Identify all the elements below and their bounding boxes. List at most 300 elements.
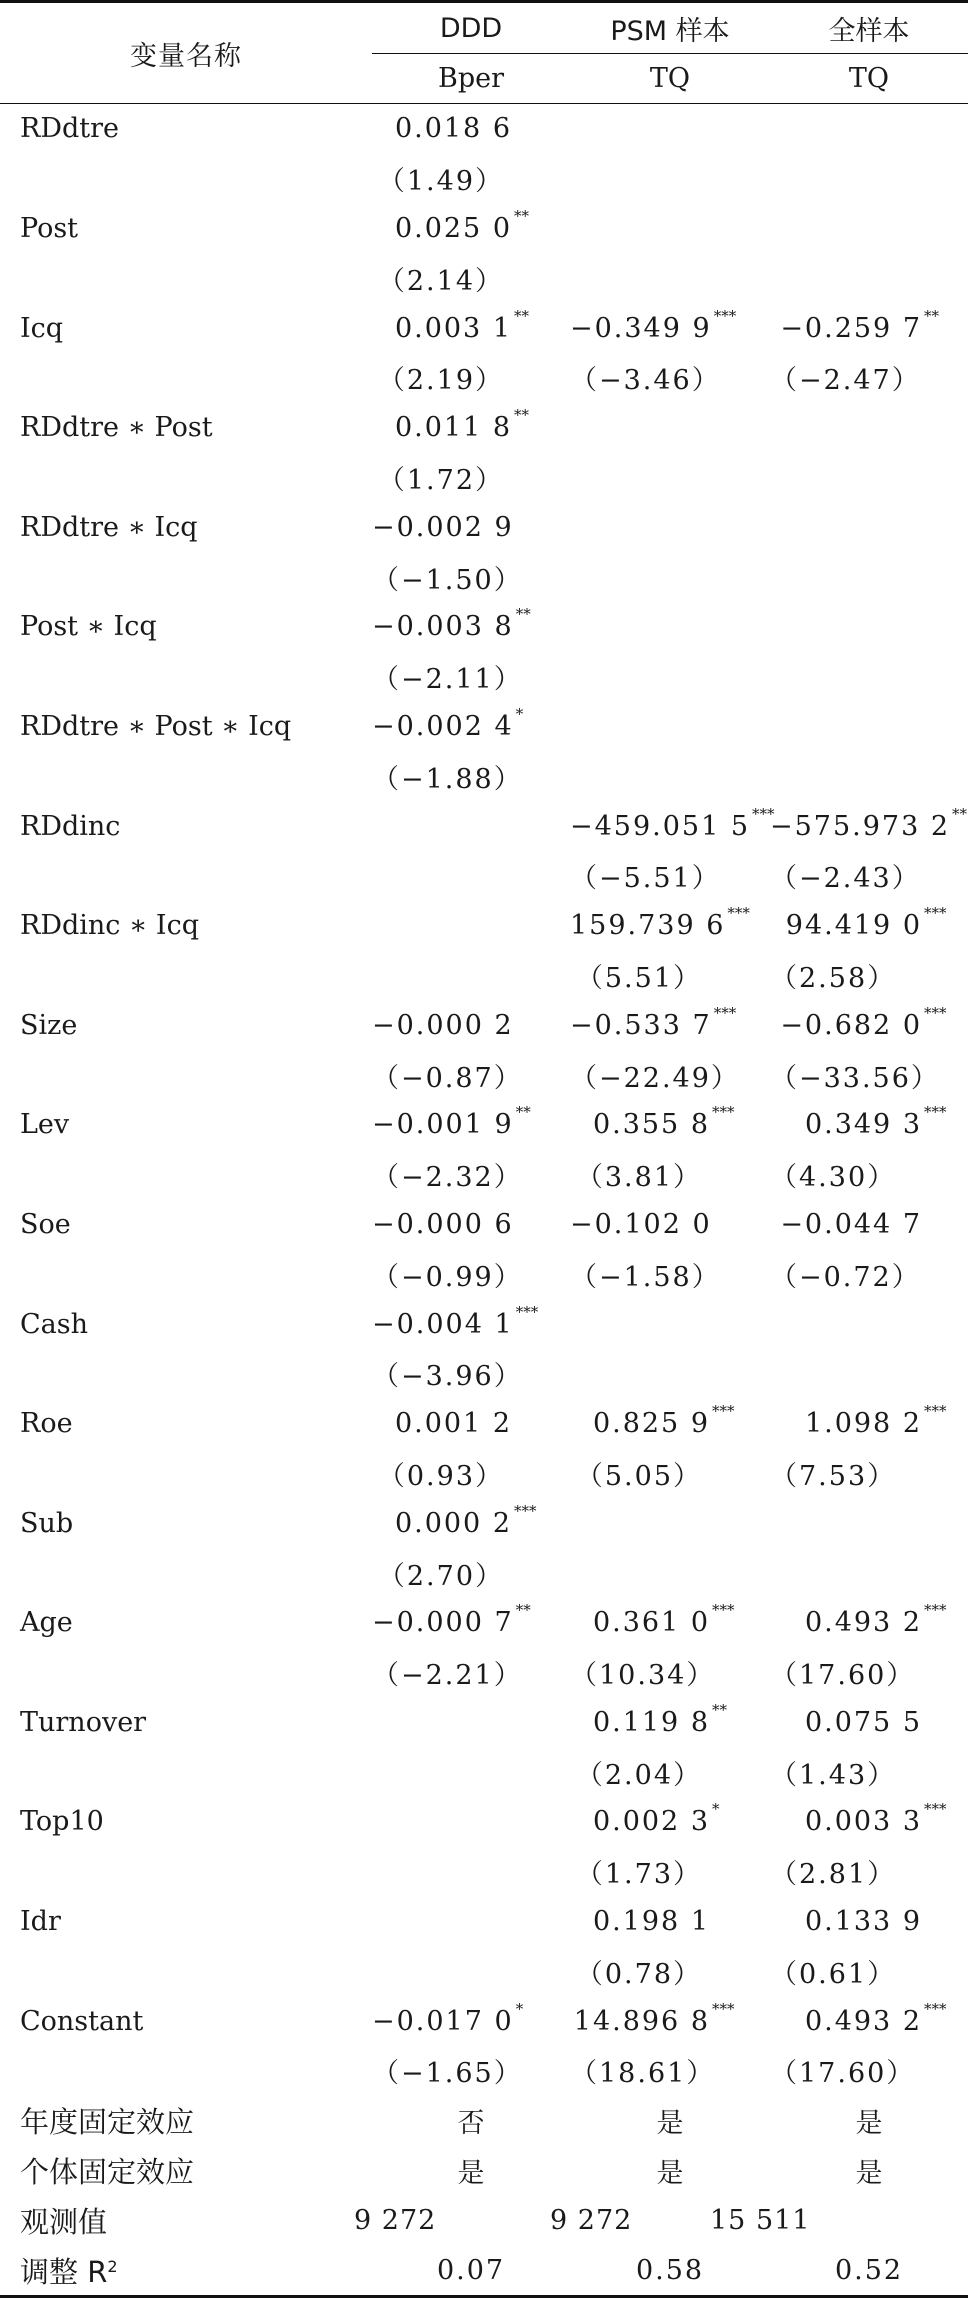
table-row xyxy=(0,502,968,552)
table-row-tstat xyxy=(0,2046,968,2096)
t-statistic: （5.05） xyxy=(575,1460,702,1492)
coefficient-cell xyxy=(372,801,570,851)
t-statistic: （−3.46） xyxy=(570,365,721,397)
variable-label: RDdtre ∗ Post xyxy=(20,412,213,444)
table-body xyxy=(0,104,968,2297)
t-statistic: （5.51） xyxy=(575,962,702,994)
coefficient-cell xyxy=(570,602,770,652)
t-statistic: （1.72） xyxy=(377,464,504,496)
t-statistic xyxy=(570,1349,770,1399)
coefficient-value: −459.051 5 xyxy=(570,810,751,842)
coefficient-cell xyxy=(570,1498,770,1548)
coefficient-cell xyxy=(372,702,570,752)
significance-stars: ** xyxy=(924,306,939,325)
variable-label: RDdinc ∗ Icq xyxy=(20,910,199,942)
coefficient-cell xyxy=(372,1996,570,2046)
variable-label: Idr xyxy=(20,1906,61,1938)
group-header-psm: PSM 样本 xyxy=(570,2,770,54)
t-statistic: （1.73） xyxy=(575,1859,702,1891)
t-statistic: （2.14） xyxy=(377,265,504,297)
t-statistic: （−1.65） xyxy=(372,2058,523,2090)
coefficient-cell xyxy=(770,901,968,951)
empty-cell xyxy=(0,1847,372,1897)
significance-stars: ** xyxy=(515,1601,531,1620)
table-row xyxy=(0,1897,968,1947)
coefficient-value: 14.896 8 xyxy=(573,2005,710,2037)
table-row xyxy=(0,1000,968,1050)
t-statistic xyxy=(570,453,770,503)
t-statistic: （2.70） xyxy=(377,1560,504,1592)
significance-stars: ** xyxy=(712,1700,727,1719)
table-row-tstat xyxy=(0,1449,968,1499)
observations-row xyxy=(0,2195,968,2245)
table-row xyxy=(0,1598,968,1648)
table-row xyxy=(0,1200,968,1250)
significance-stars: *** xyxy=(727,904,750,923)
coefficient-cell xyxy=(372,1200,570,1250)
coefficient-cell xyxy=(570,1897,770,1947)
coefficient-cell xyxy=(570,801,775,851)
observations-value: 9 272 xyxy=(354,2204,437,2236)
t-statistic xyxy=(770,154,968,204)
t-statistic: （−3.96） xyxy=(372,1361,523,1393)
group-header-ddd: DDD xyxy=(372,2,570,54)
empty-cell xyxy=(0,1249,372,1299)
t-statistic: （4.30） xyxy=(770,1162,897,1194)
t-statistic xyxy=(770,652,968,702)
variable-label: Cash xyxy=(20,1308,89,1340)
significance-stars: * xyxy=(712,1800,720,1819)
significance-stars: ** xyxy=(515,1103,531,1122)
table-row xyxy=(0,801,968,851)
coefficient-value: −0.002 9 xyxy=(372,511,514,543)
table-row-tstat xyxy=(0,1747,968,1797)
table-row xyxy=(0,204,968,254)
coefficient-cell xyxy=(770,204,968,254)
table-row-tstat xyxy=(0,1847,968,1897)
fixed-effect-value: 是 xyxy=(457,2158,485,2190)
coefficient-cell xyxy=(372,204,570,254)
coefficient-cell xyxy=(770,303,968,353)
t-statistic: （−2.47） xyxy=(770,365,921,397)
coefficient-cell xyxy=(372,1897,570,1947)
significance-stars: *** xyxy=(712,1601,735,1620)
fixed-effect-value: 是 xyxy=(656,2108,684,2140)
dep-var-header-1: Bper xyxy=(372,54,570,104)
t-statistic xyxy=(570,552,770,602)
t-statistic: （−5.51） xyxy=(570,863,721,895)
variable-label: Sub xyxy=(20,1507,74,1539)
significance-stars: ** xyxy=(515,605,531,624)
table-row-tstat xyxy=(0,1946,968,1996)
table-row-tstat xyxy=(0,1150,968,1200)
coefficient-cell xyxy=(770,1299,968,1349)
coefficient-value: −0.259 7 xyxy=(780,312,922,344)
coefficient-value: −0.682 0 xyxy=(780,1009,922,1041)
significance-stars: ** xyxy=(952,804,968,823)
table-row xyxy=(0,1299,968,1349)
coefficient-value: −575.973 2 xyxy=(770,810,951,842)
fixed-effect-value: 是 xyxy=(656,2158,684,2190)
coefficient-cell xyxy=(770,1498,968,1548)
variable-label: Post xyxy=(20,212,79,244)
table-row xyxy=(0,1698,968,1748)
coefficient-cell xyxy=(570,1996,770,2046)
adj-r2-value: 0.58 xyxy=(635,2254,705,2286)
variable-label: Post ∗ Icq xyxy=(20,611,157,643)
coefficient-value: 0.119 8 xyxy=(592,1706,710,1738)
coefficient-cell xyxy=(372,502,570,552)
t-statistic xyxy=(570,154,770,204)
t-statistic xyxy=(372,1946,570,1996)
coefficient-cell xyxy=(570,1299,770,1349)
significance-stars: *** xyxy=(713,1003,737,1022)
coefficient-value: 1.098 2 xyxy=(804,1408,922,1440)
t-statistic: （18.61） xyxy=(570,2058,716,2090)
adj-r2-value: 0.07 xyxy=(436,2254,506,2286)
coefficient-cell xyxy=(372,303,570,353)
adj-r2-value: 0.52 xyxy=(834,2254,904,2286)
coefficient-value: −0.001 9 xyxy=(372,1109,514,1141)
significance-stars: *** xyxy=(924,1601,947,1620)
table-row-tstat xyxy=(0,1548,968,1598)
coefficient-cell xyxy=(372,403,570,453)
t-statistic: （−0.99） xyxy=(372,1261,523,1293)
t-statistic xyxy=(372,1747,570,1797)
coefficient-cell xyxy=(372,1797,570,1847)
coefficient-cell xyxy=(770,1897,968,1947)
significance-stars: *** xyxy=(924,1003,947,1022)
coefficient-value: 0.493 2 xyxy=(804,1607,922,1639)
table-row-tstat xyxy=(0,652,968,702)
table-row-tstat xyxy=(0,353,968,403)
t-statistic: （2.19） xyxy=(377,365,504,397)
table-row-tstat xyxy=(0,851,968,901)
coefficient-value: −0.533 7 xyxy=(570,1009,712,1041)
significance-stars: *** xyxy=(712,1103,735,1122)
t-statistic: （7.53） xyxy=(770,1460,897,1492)
coefficient-cell xyxy=(570,1200,770,1250)
empty-cell xyxy=(0,751,372,801)
coefficient-value: −0.000 6 xyxy=(372,1208,514,1240)
coefficient-cell xyxy=(770,1000,968,1050)
fixed-effect-label: 年度固定效应 xyxy=(20,2105,195,2140)
coefficient-value: 0.825 9 xyxy=(592,1408,710,1440)
significance-stars: *** xyxy=(924,1103,947,1122)
table-row xyxy=(0,1100,968,1150)
table-row xyxy=(0,1399,968,1449)
table-row xyxy=(0,1797,968,1847)
coefficient-value: −0.003 8 xyxy=(372,611,514,643)
t-statistic: （−1.88） xyxy=(372,763,523,795)
t-statistic xyxy=(372,851,570,901)
coefficient-cell xyxy=(372,104,570,154)
variable-label: Soe xyxy=(20,1208,71,1240)
variable-label: RDdtre ∗ Post ∗ Icq xyxy=(20,710,292,742)
significance-stars: *** xyxy=(924,904,947,923)
t-statistic xyxy=(570,652,770,702)
fixed-effect-value: 是 xyxy=(855,2108,883,2140)
table-row-tstat xyxy=(0,1249,968,1299)
t-statistic xyxy=(570,751,770,801)
coefficient-value: 0.003 3 xyxy=(804,1806,922,1838)
variable-label: Turnover xyxy=(20,1706,147,1738)
coefficient-value: −0.004 1 xyxy=(372,1308,514,1340)
t-statistic: （17.60） xyxy=(770,1660,916,1692)
coefficient-value: −0.102 0 xyxy=(570,1208,712,1240)
coefficient-cell xyxy=(570,204,770,254)
empty-cell xyxy=(0,1449,372,1499)
t-statistic: （0.78） xyxy=(575,1958,702,1990)
significance-stars: *** xyxy=(515,1302,539,1321)
coefficient-cell xyxy=(372,1399,570,1449)
empty-cell xyxy=(0,2046,372,2096)
coefficient-value: 0.355 8 xyxy=(592,1109,710,1141)
t-statistic xyxy=(770,453,968,503)
coefficient-cell xyxy=(570,1797,770,1847)
t-statistic: （2.04） xyxy=(575,1759,702,1791)
t-statistic: （2.81） xyxy=(770,1859,897,1891)
t-statistic: （0.61） xyxy=(770,1958,897,1990)
table-row-tstat xyxy=(0,951,968,1001)
t-statistic: （−2.43） xyxy=(770,863,921,895)
adj-r2-text: 调整 R xyxy=(20,2254,108,2289)
significance-stars: *** xyxy=(924,1800,947,1819)
empty-cell xyxy=(0,453,372,503)
empty-cell xyxy=(0,1349,372,1399)
coefficient-cell xyxy=(570,403,770,453)
empty-cell xyxy=(0,1747,372,1797)
coefficient-cell xyxy=(770,702,968,752)
dep-var-header-3: TQ xyxy=(770,54,968,104)
empty-cell xyxy=(0,353,372,403)
observations-value: 15 511 xyxy=(710,2204,811,2236)
coefficient-cell xyxy=(372,602,570,652)
table-row-tstat xyxy=(0,751,968,801)
coefficient-value: 0.198 1 xyxy=(592,1906,710,1938)
coefficient-value: −0.000 7 xyxy=(372,1607,514,1639)
coefficient-cell xyxy=(570,502,770,552)
coefficient-cell xyxy=(570,303,770,353)
significance-stars: *** xyxy=(924,1999,947,2018)
t-statistic: （17.60） xyxy=(770,2058,916,2090)
table-row-tstat xyxy=(0,453,968,503)
t-statistic xyxy=(570,1548,770,1598)
t-statistic: （−2.11） xyxy=(372,664,523,696)
empty-cell xyxy=(0,951,372,1001)
empty-cell xyxy=(0,1150,372,1200)
group-header-full: 全样本 xyxy=(770,2,968,54)
coefficient-cell xyxy=(770,1698,968,1748)
significance-stars: ** xyxy=(514,406,529,425)
table-row xyxy=(0,901,968,951)
significance-stars: *** xyxy=(712,1402,735,1421)
t-statistic: （−1.50） xyxy=(372,564,523,596)
observations-value: 9 272 xyxy=(550,2204,633,2236)
coefficient-value: 0.133 9 xyxy=(804,1906,922,1938)
coefficient-cell xyxy=(372,1100,570,1150)
significance-stars: * xyxy=(515,704,524,723)
empty-cell xyxy=(0,552,372,602)
t-statistic: （−0.87） xyxy=(372,1062,523,1094)
t-statistic: （−1.58） xyxy=(570,1261,721,1293)
table-row xyxy=(0,1996,968,2046)
coefficient-cell xyxy=(770,602,968,652)
adj-r2-superscript: 2 xyxy=(107,2256,118,2276)
t-statistic: （−2.21） xyxy=(372,1660,523,1692)
table-row-tstat xyxy=(0,552,968,602)
table-row-tstat xyxy=(0,1349,968,1399)
significance-stars: *** xyxy=(924,1402,947,1421)
significance-stars: * xyxy=(515,1999,524,2018)
table-row xyxy=(0,1498,968,1548)
coefficient-value: 0.075 5 xyxy=(804,1706,922,1738)
coefficient-cell xyxy=(770,1399,968,1449)
fixed-effect-row xyxy=(0,2146,968,2196)
coefficient-value: 0.001 2 xyxy=(394,1408,512,1440)
coefficient-cell xyxy=(372,1698,570,1748)
coefficient-cell xyxy=(372,1598,570,1648)
coefficient-cell xyxy=(372,1000,570,1050)
coefficient-value: 0.493 2 xyxy=(804,2005,922,2037)
table-row-tstat xyxy=(0,1050,968,1100)
t-statistic: （−2.32） xyxy=(372,1162,523,1194)
variable-label: RDdinc xyxy=(20,810,121,842)
coefficient-cell xyxy=(372,1299,570,1349)
table-row xyxy=(0,602,968,652)
coefficient-cell xyxy=(372,901,570,951)
empty-cell xyxy=(0,1648,372,1698)
coefficient-value: 0.349 3 xyxy=(804,1109,922,1141)
coefficient-cell xyxy=(770,1598,968,1648)
t-statistic xyxy=(770,552,968,602)
t-statistic xyxy=(770,253,968,303)
coefficient-value: −0.044 7 xyxy=(780,1208,922,1240)
t-statistic xyxy=(770,1548,968,1598)
fixed-effect-row xyxy=(0,2096,968,2146)
variable-label: Age xyxy=(20,1607,73,1639)
coefficient-cell xyxy=(770,1200,968,1250)
variable-label: Lev xyxy=(20,1109,70,1141)
variable-label: Constant xyxy=(20,2005,144,2037)
t-statistic: （−33.56） xyxy=(770,1062,940,1094)
coefficient-value: 0.002 3 xyxy=(592,1806,710,1838)
empty-cell xyxy=(0,1548,372,1598)
coefficient-value: 0.018 6 xyxy=(394,113,512,145)
coefficient-cell xyxy=(570,1100,770,1150)
significance-stars: *** xyxy=(713,306,737,325)
fixed-effect-label: 个体固定效应 xyxy=(20,2155,195,2190)
observations-cell xyxy=(354,2195,570,2245)
adj-r2-label xyxy=(0,2245,372,2296)
dep-var-header-2: TQ xyxy=(570,54,770,104)
coefficient-value: 0.361 0 xyxy=(592,1607,710,1639)
table-row xyxy=(0,104,968,154)
t-statistic: （1.43） xyxy=(770,1759,897,1791)
coefficient-cell xyxy=(570,104,770,154)
t-statistic xyxy=(570,253,770,303)
coefficient-cell xyxy=(770,1100,968,1150)
t-statistic xyxy=(770,751,968,801)
significance-stars: ** xyxy=(514,306,529,325)
coefficient-cell xyxy=(570,702,770,752)
variable-label: RDdtre ∗ Icq xyxy=(20,511,198,543)
variable-label: Size xyxy=(20,1009,78,1041)
coefficient-cell xyxy=(770,801,968,851)
empty-cell xyxy=(0,253,372,303)
variable-label: RDdtre xyxy=(20,113,119,145)
variable-name-header: 变量名称 xyxy=(0,2,372,104)
coefficient-cell xyxy=(570,1698,770,1748)
adj-r2-row xyxy=(0,2245,968,2296)
coefficient-value: 0.025 0 xyxy=(394,212,512,244)
coefficient-value: −0.002 4 xyxy=(372,710,514,742)
coefficient-value: −0.000 2 xyxy=(372,1009,514,1041)
variable-label: Roe xyxy=(20,1408,73,1440)
empty-cell xyxy=(0,1050,372,1100)
coefficient-cell xyxy=(770,1797,968,1847)
table-row-tstat xyxy=(0,1648,968,1698)
empty-cell xyxy=(0,851,372,901)
coefficient-value: 0.003 1 xyxy=(394,312,512,344)
t-statistic: （−0.72） xyxy=(770,1261,921,1293)
observations-cell xyxy=(710,2195,968,2245)
table-row xyxy=(0,403,968,453)
t-statistic: （10.34） xyxy=(570,1660,716,1692)
coefficient-cell xyxy=(770,1996,968,2046)
coefficient-cell xyxy=(570,1000,770,1050)
empty-cell xyxy=(0,154,372,204)
t-statistic: （2.58） xyxy=(770,962,897,994)
coefficient-cell xyxy=(770,104,968,154)
t-statistic: （3.81） xyxy=(575,1162,702,1194)
significance-stars: ** xyxy=(514,206,529,225)
coefficient-value: −0.349 9 xyxy=(570,312,712,344)
table-row-tstat xyxy=(0,154,968,204)
t-statistic: （−22.49） xyxy=(570,1062,740,1094)
coefficient-value: 159.739 6 xyxy=(570,910,726,942)
coefficient-value: 0.000 2 xyxy=(394,1507,512,1539)
empty-cell xyxy=(0,652,372,702)
significance-stars: *** xyxy=(752,804,775,823)
t-statistic: （0.93） xyxy=(377,1460,504,1492)
t-statistic xyxy=(372,951,570,1001)
empty-cell xyxy=(0,1946,372,1996)
coefficient-cell xyxy=(570,1598,770,1648)
table-row-tstat xyxy=(0,253,968,303)
variable-label: Icq xyxy=(20,312,64,344)
t-statistic: （1.49） xyxy=(377,166,504,198)
coefficient-value: 0.011 8 xyxy=(394,412,512,444)
fixed-effect-value: 否 xyxy=(457,2108,485,2140)
observations-label: 观测值 xyxy=(20,2204,108,2239)
table-header xyxy=(0,2,968,104)
significance-stars: *** xyxy=(712,1999,735,2018)
t-statistic xyxy=(372,1847,570,1897)
fixed-effect-value: 是 xyxy=(855,2158,883,2190)
coefficient-cell xyxy=(770,502,968,552)
coefficient-cell xyxy=(570,1399,770,1449)
table-row xyxy=(0,303,968,353)
coefficient-cell xyxy=(570,901,770,951)
coefficient-value: 94.419 0 xyxy=(785,910,922,942)
coefficient-cell xyxy=(372,1498,570,1548)
table-row xyxy=(0,702,968,752)
coefficient-cell xyxy=(770,403,968,453)
significance-stars: *** xyxy=(514,1501,537,1520)
variable-label: Top10 xyxy=(20,1806,104,1838)
coefficient-value: −0.017 0 xyxy=(372,2005,514,2037)
